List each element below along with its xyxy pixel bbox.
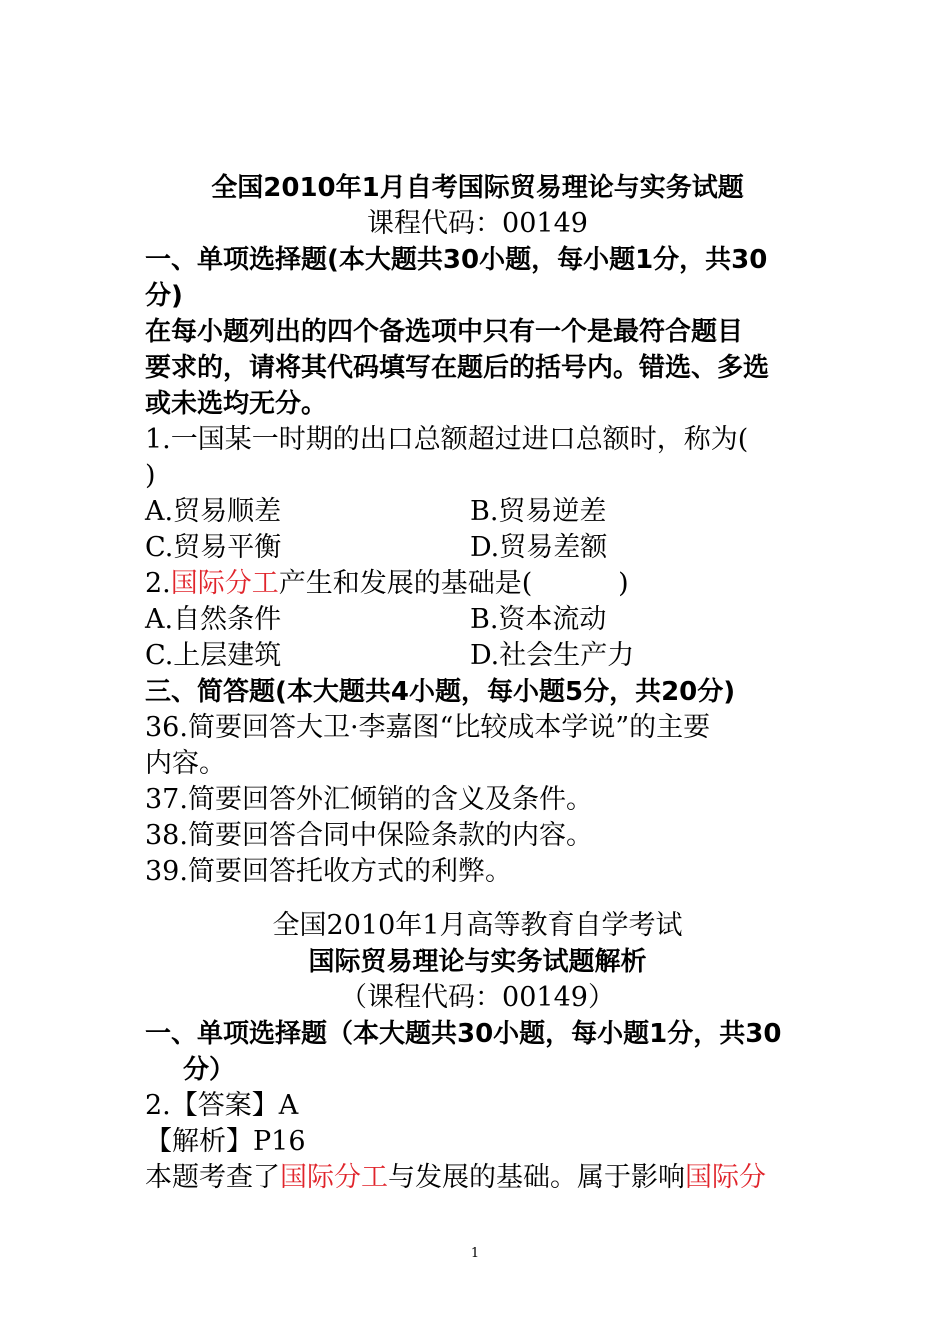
question-1: 1.一国某一时期的出口总额超过进口总额时，称为( <box>145 424 749 455</box>
question-39: 39.简要回答托收方式的利弊。 <box>145 856 512 887</box>
q1-options-row <box>145 494 810 530</box>
analysis-text-part: 与发展的基础。属于影响 <box>388 1162 685 1193</box>
answer-course-code: （课程代码：00149） <box>340 982 615 1013</box>
highlight-term: 国际分工 <box>280 1162 388 1193</box>
section3-heading: 三、简答题(本大题共4小题，每小题5分，共20分) <box>145 677 736 707</box>
question-37: 37.简要回答外汇倾销的含义及条件。 <box>145 784 593 815</box>
option-b: B.资本流动 <box>470 604 607 635</box>
answer-title: 全国2010年1月高等教育自学考试 <box>272 910 683 941</box>
option-c: C.上层建筑 <box>145 640 282 671</box>
question-38: 38.简要回答合同中保险条款的内容。 <box>145 820 593 851</box>
question-1-cont: ) <box>145 460 156 491</box>
q1-options-row <box>145 530 810 566</box>
option-a: A.自然条件 <box>145 604 282 635</box>
option-d: D.贸易差额 <box>470 532 608 563</box>
answer-section1-heading-cont: 分） <box>183 1055 236 1085</box>
answer-2: 2.【答案】A <box>145 1090 299 1121</box>
answer-section1-heading: 一、单项选择题（本大题共30小题，每小题1分，共30 <box>145 1019 782 1049</box>
exam-title: 全国2010年1月自考国际贸易理论与实务试题 <box>211 173 744 203</box>
highlight-term: 国际分工 <box>170 568 279 599</box>
section1-heading-cont: 分) <box>145 281 183 311</box>
question-2 <box>145 566 810 602</box>
answer-subtitle: 国际贸易理论与实务试题解析 <box>308 947 647 977</box>
question-number: 2. <box>145 568 171 599</box>
analysis-text <box>145 1160 810 1196</box>
instructions-line: 在每小题列出的四个备选项中只有一个是最符合题目 <box>145 317 744 347</box>
option-c: C.贸易平衡 <box>145 532 282 563</box>
q2-options-row <box>145 638 810 674</box>
q2-options-row <box>145 602 810 638</box>
page-content <box>145 170 810 1196</box>
question-36: 36.简要回答大卫·李嘉图“比较成本学说”的主要 <box>145 712 711 743</box>
course-code: 课程代码：00149 <box>367 208 588 239</box>
instructions-line: 要求的，请将其代码填写在题后的括号内。错选、多选 <box>145 353 770 383</box>
section1-heading: 一、单项选择题(本大题共30小题，每小题1分，共30 <box>145 245 768 275</box>
analysis-label: 【解析】P16 <box>145 1126 306 1157</box>
question-text: 产生和发展的基础是( ) <box>278 568 629 599</box>
option-a: A.贸易顺差 <box>145 496 282 527</box>
option-d: D.社会生产力 <box>470 640 635 671</box>
option-b: B.贸易逆差 <box>470 496 607 527</box>
analysis-text-part: 本题考查了 <box>145 1162 280 1193</box>
page-number: 1 <box>470 1246 480 1261</box>
highlight-term: 国际分 <box>685 1162 766 1193</box>
instructions-line: 或未选均无分。 <box>145 389 328 419</box>
question-36-cont: 内容。 <box>145 748 226 779</box>
spacer <box>145 890 810 908</box>
